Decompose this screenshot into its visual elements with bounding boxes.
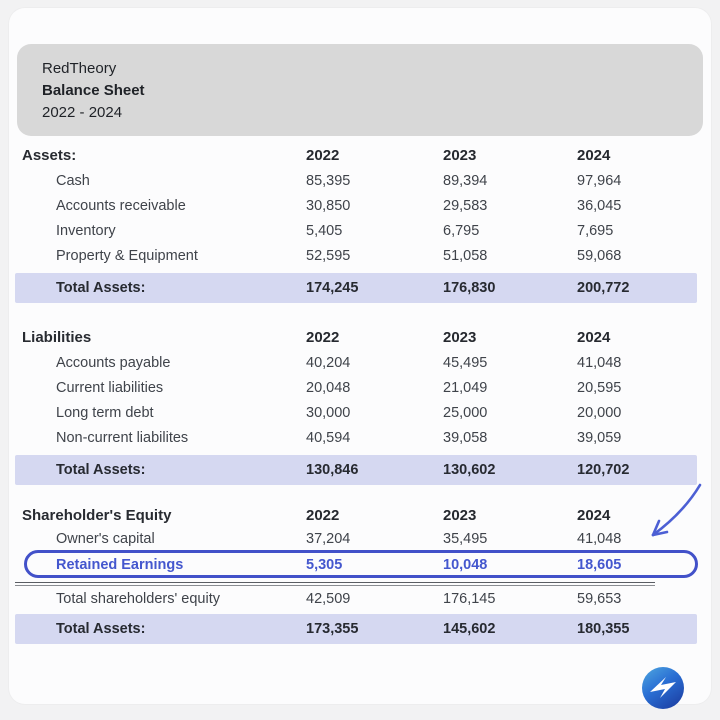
row-label: Accounts receivable — [56, 197, 186, 214]
cell-value: 5,305 — [306, 556, 343, 573]
cell-value: 52,595 — [306, 247, 351, 264]
year-column-header: 2024 — [577, 506, 611, 524]
row-label: Non-current liabilites — [56, 429, 189, 446]
report-title: Balance Sheet — [42, 82, 145, 99]
cell-value: 21,049 — [443, 379, 488, 396]
cell-value: 36,045 — [577, 197, 622, 214]
liabilities-total-row — [15, 455, 697, 485]
company-name: RedTheory — [42, 60, 117, 77]
report-header — [17, 44, 703, 136]
table-row-inventory — [15, 218, 697, 243]
row-label: Owner's capital — [56, 531, 155, 547]
total-value: 200,772 — [577, 280, 630, 296]
cell-value: 42,509 — [306, 591, 351, 607]
table-row-retained-earnings-highlighted — [15, 550, 697, 579]
balance-sheet-card — [9, 8, 711, 704]
cell-value: 59,068 — [577, 247, 622, 264]
row-label: Current liabilities — [56, 379, 164, 396]
total-value: 173,355 — [306, 621, 359, 637]
row-label: Retained Earnings — [56, 556, 184, 573]
year-column-header: 2023 — [443, 328, 477, 346]
table-row-cash — [15, 168, 697, 193]
double-rule-divider — [15, 582, 655, 586]
cell-value: 20,595 — [577, 379, 622, 396]
row-label: Long term debt — [56, 404, 154, 421]
cell-value: 6,795 — [443, 222, 480, 239]
table-row-accounts-receivable — [15, 193, 697, 218]
cell-value: 7,695 — [577, 222, 614, 239]
cell-value: 25,000 — [443, 404, 488, 421]
cell-value: 29,583 — [443, 197, 488, 214]
cell-value: 18,605 — [577, 556, 622, 573]
equity-total-row — [15, 614, 697, 644]
equity-section-header — [15, 502, 697, 528]
table-row-owners-capital — [15, 528, 697, 550]
total-value: 145,602 — [443, 621, 496, 637]
cell-value: 20,000 — [577, 404, 622, 421]
table-row-long-term-debt — [15, 400, 697, 425]
year-column-header: 2024 — [577, 328, 611, 346]
cell-value: 51,058 — [443, 247, 488, 264]
annotation-arrow-icon — [636, 481, 708, 547]
cell-value: 41,048 — [577, 354, 622, 371]
cell-value: 5,405 — [306, 222, 343, 239]
total-value: 130,602 — [443, 462, 496, 478]
total-label: Total Assets: — [56, 462, 146, 478]
cell-value: 85,395 — [306, 172, 351, 189]
year-column-header: 2023 — [443, 506, 477, 524]
section-label: Liabilities — [22, 328, 92, 346]
report-period: 2022 - 2024 — [42, 104, 123, 121]
table-row-current-liabilities — [15, 375, 697, 400]
row-label: Accounts payable — [56, 354, 171, 371]
row-label: Cash — [56, 172, 90, 189]
table-row-total-shareholders-equity — [15, 588, 697, 610]
cell-value: 97,964 — [577, 172, 622, 189]
total-value: 180,355 — [577, 621, 630, 637]
total-label: Total Assets: — [56, 280, 146, 296]
lightning-bolt-logo-icon — [641, 666, 685, 710]
table-row-accounts-payable — [15, 350, 697, 375]
cell-value: 39,059 — [577, 429, 622, 446]
cell-value: 41,048 — [577, 531, 622, 547]
year-column-header: 2022 — [306, 506, 340, 524]
cell-value: 10,048 — [443, 556, 488, 573]
row-label: Total shareholders' equity — [56, 591, 220, 607]
section-label: Shareholder's Equity — [22, 506, 172, 524]
assets-section-header — [15, 142, 697, 168]
cell-value: 89,394 — [443, 172, 488, 189]
cell-value: 37,204 — [306, 531, 351, 547]
table-row-non-current-liabilities — [15, 425, 697, 450]
cell-value: 40,204 — [306, 354, 351, 371]
assets-total-row — [15, 273, 697, 303]
balance-sheet-table — [15, 142, 697, 644]
cell-value: 59,653 — [577, 591, 622, 607]
year-column-header: 2023 — [443, 146, 477, 164]
total-value: 176,830 — [443, 280, 496, 296]
total-value: 130,846 — [306, 462, 359, 478]
row-label: Property & Equipment — [56, 247, 198, 264]
liabilities-section-header — [15, 324, 697, 350]
cell-value: 39,058 — [443, 429, 488, 446]
cell-value: 35,495 — [443, 531, 488, 547]
cell-value: 176,145 — [443, 591, 496, 607]
total-value: 174,245 — [306, 280, 359, 296]
year-column-header: 2022 — [306, 146, 340, 164]
cell-value: 30,850 — [306, 197, 351, 214]
cell-value: 30,000 — [306, 404, 351, 421]
total-label: Total Assets: — [56, 621, 146, 637]
total-value: 120,702 — [577, 462, 630, 478]
row-label: Inventory — [56, 222, 116, 239]
year-column-header: 2024 — [577, 146, 611, 164]
table-row-property-equipment — [15, 243, 697, 268]
cell-value: 20,048 — [306, 379, 351, 396]
year-column-header: 2022 — [306, 328, 340, 346]
cell-value: 40,594 — [306, 429, 351, 446]
section-label: Assets: — [22, 146, 77, 164]
cell-value: 45,495 — [443, 354, 488, 371]
